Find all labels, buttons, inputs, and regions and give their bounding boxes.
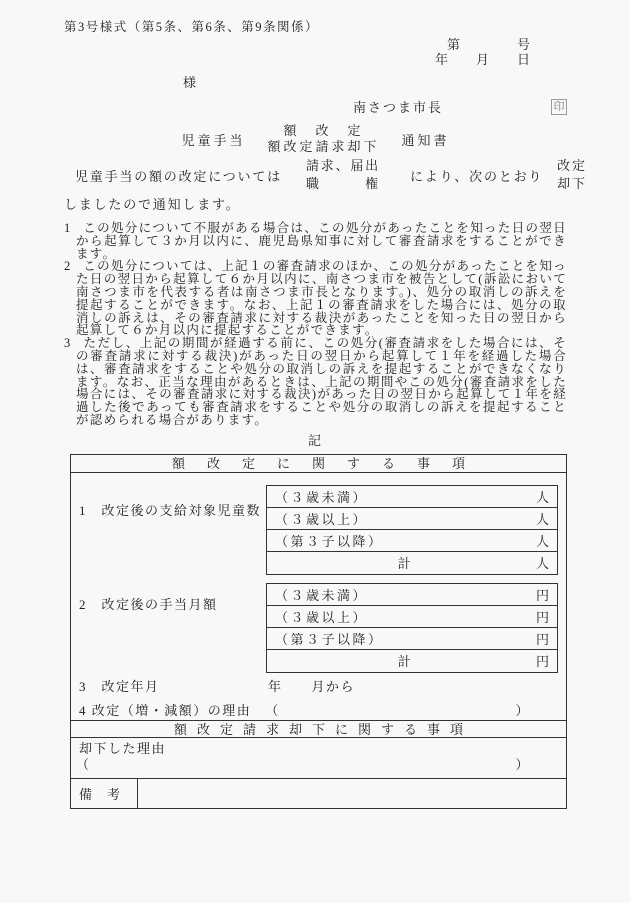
section-rejection-reason <box>71 738 566 778</box>
note-number: 1 <box>64 221 71 235</box>
paren-close: ） <box>515 756 530 772</box>
paren-open: （ <box>265 703 280 719</box>
title-option-amount-revision: 額 改 定 <box>283 123 364 138</box>
amount-revision-table <box>70 454 567 809</box>
row-unit: 円 <box>535 631 549 647</box>
child-count-box <box>266 485 558 575</box>
row-unit: 円 <box>535 654 549 670</box>
row-unit: 人 <box>535 556 549 572</box>
rejection-reason-blank-row <box>76 757 530 773</box>
remarks-blank-cell <box>138 779 566 808</box>
note-number: 3 <box>64 336 71 351</box>
note-text: この処分については、上記１の審査請求のほか、この処分があったことを知った日の翌日から起算して６か月以内に、南さつま市を被告として(訴訟において南さつま市を代表する者は南さつま市長となります。)、処分の取消しの訴えを提起することができます。なお、上記１の審査請求をした場合には、処分の取消しの訴えは、その審査請求に対する裁決があったことを知った日の翌日から起算して６か月以内に提起することができます。 <box>76 259 567 338</box>
row-label: （３歳未満） <box>275 489 369 505</box>
row-unit: 人 <box>535 533 549 549</box>
doc-number-prefix: 第 <box>446 37 461 52</box>
revision-date-label: 3 改定年月 <box>79 679 160 695</box>
table-row <box>267 606 557 628</box>
title-left: 児童手当 <box>181 132 246 148</box>
result-revised: 改定 <box>557 158 587 173</box>
note-text: ただし、上記の期間が経過する前に、この処分(審査請求をした場合には、その審査請求に対する裁決)があった日の翌日から起算して１年を経過した場合は、審査請求をすることや処分の取消しの訴えを提起することができなくなります。なお、正当な理由があるときは、上記の期間やこの処分(審査請求をした場合には、その審査請求に対する裁決)があった日の翌日から起算して１年を経過した後であっても審査請求をすることや処分の取消しの訴えを提起することが認められる場合があります。 <box>76 336 567 427</box>
row-label: （第３子以降） <box>275 533 384 549</box>
row-label: （３歳以上） <box>275 511 369 527</box>
rejection-blank <box>91 757 516 773</box>
basis-authority: 職 権 <box>305 176 380 191</box>
doc-number-blank <box>461 37 517 52</box>
intro-tail: しましたので通知します。 <box>64 197 241 212</box>
section-monthly-amount-label: 2 改定後の手当月額 <box>79 596 218 612</box>
table-row <box>267 584 557 606</box>
title-option-request-rejection: 額改定請求却下 <box>267 139 380 154</box>
section-monthly-amount <box>71 583 566 673</box>
total-label: 計 <box>397 556 414 572</box>
table-row-total <box>267 650 557 672</box>
rejection-reason-label: 却下した理由 <box>79 740 167 756</box>
table-row-total <box>267 552 557 574</box>
seal-mark-icon: 印 <box>551 99 567 115</box>
note-item-1 <box>64 222 567 260</box>
intro-mid: により、次のとおり <box>409 168 544 184</box>
section-revision-reason <box>71 700 566 720</box>
table-header-rejection: 額改定請求却下に関する事項 <box>71 720 566 738</box>
table-header-amount-revision: 額改定に関する事項 <box>71 455 566 473</box>
paren-close: ） <box>515 703 530 719</box>
row-label: （３歳未満） <box>275 587 369 603</box>
row-unit: 円 <box>535 609 549 625</box>
intro-result-stack <box>557 157 587 193</box>
revision-reason-label: 4 改定（増・減額）の理由 <box>79 703 252 719</box>
title-option-stack <box>267 123 379 155</box>
row-unit: 人 <box>535 489 549 505</box>
row-unit: 人 <box>535 511 549 527</box>
note-item-3 <box>64 337 567 427</box>
table-row <box>267 486 557 508</box>
intro-lead: 児童手当の額の改定については <box>75 168 282 184</box>
ki-separator: 記 <box>307 432 323 448</box>
note-text: この処分について不服がある場合は、この処分があったことを知った日の翌日から起算して３か月以内に、鹿児島県知事に対して審査請求をすることができます。 <box>76 221 567 261</box>
table-row <box>267 628 557 650</box>
revision-date-value: 年 月から <box>268 679 356 695</box>
legal-notes <box>64 222 567 427</box>
form-number: 第3号様式（第5条、第6条、第9条関係） <box>64 20 320 34</box>
note-item-2 <box>64 260 567 337</box>
document-number-row <box>64 37 567 52</box>
section-remarks <box>71 778 566 808</box>
remarks-label: 備 考 <box>71 779 138 808</box>
intro-basis-stack <box>306 157 380 193</box>
month-label: 月 <box>475 52 490 67</box>
table-row <box>267 508 557 530</box>
table-row <box>267 530 557 552</box>
issuer-row <box>64 98 567 115</box>
title-right: 通知書 <box>401 132 450 148</box>
section-child-count <box>71 485 566 575</box>
day-blank <box>490 52 517 67</box>
date-row <box>64 52 567 67</box>
note-number: 2 <box>64 259 71 274</box>
total-label: 計 <box>397 654 414 670</box>
row-label: （３歳以上） <box>275 609 369 625</box>
issuer-name: 南さつま市長 <box>353 100 444 115</box>
day-label: 日 <box>516 52 531 67</box>
year-label: 年 <box>434 52 449 67</box>
section-revision-date <box>71 676 566 696</box>
row-unit: 円 <box>535 587 549 603</box>
month-blank <box>449 52 476 67</box>
basis-request: 請求、届出 <box>305 158 380 173</box>
document-title <box>64 123 567 155</box>
intro-sentence <box>64 157 587 193</box>
result-rejected: 却下 <box>557 176 587 191</box>
row-label: （第３子以降） <box>275 631 384 647</box>
addressee-honorific: 様 <box>183 75 198 90</box>
section-child-count-label: 1 改定後の支給対象児童数 <box>79 502 262 518</box>
doc-number-suffix: 号 <box>516 37 531 52</box>
monthly-amount-box <box>266 583 558 673</box>
paren-open: （ <box>76 756 91 772</box>
